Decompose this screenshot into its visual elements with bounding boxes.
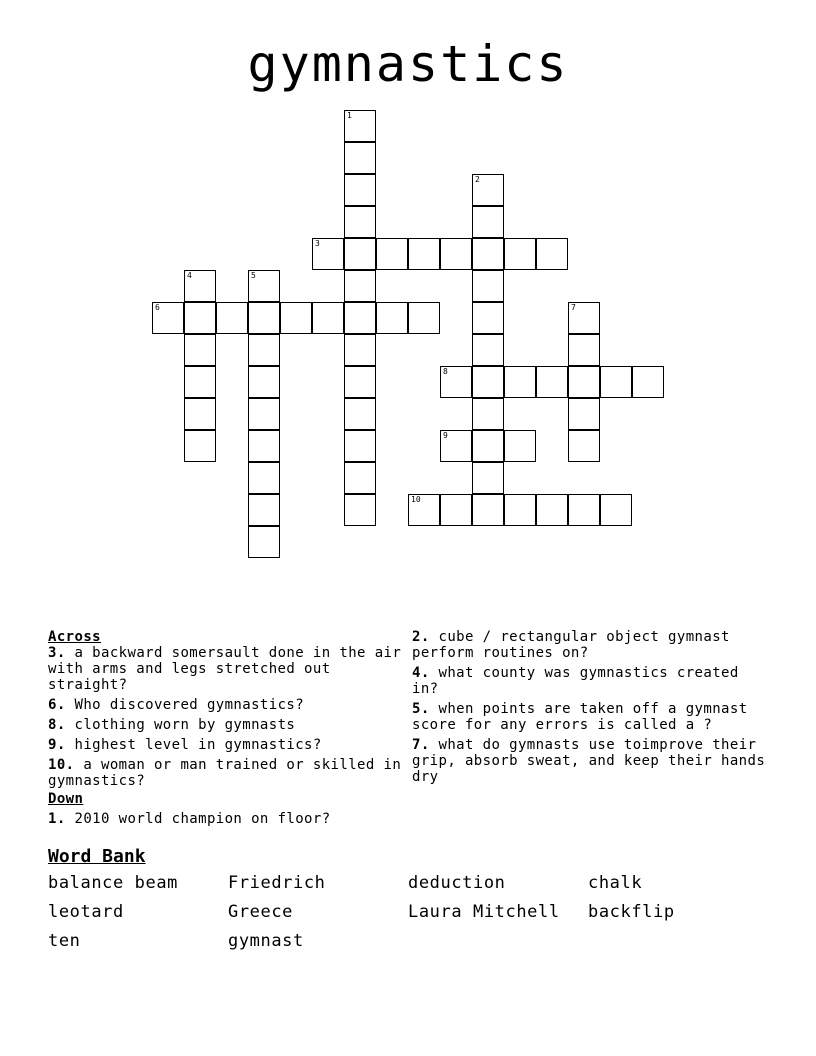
crossword-cell[interactable] (376, 302, 408, 334)
crossword-cell[interactable] (568, 494, 600, 526)
crossword-cell[interactable] (248, 302, 280, 334)
word-bank-item: ten (48, 931, 81, 951)
crossword-cell[interactable] (248, 462, 280, 494)
clue-across-8: 8. clothing worn by gymnasts (48, 717, 296, 733)
clue-number: 8 (443, 367, 448, 376)
clue-across-6: 6. Who discovered gymnastics? (48, 697, 305, 713)
word-bank-item: leotard (48, 902, 124, 922)
clue-number: 1 (347, 111, 352, 120)
word-bank-item: chalk (588, 873, 643, 893)
crossword-cell[interactable] (184, 334, 216, 366)
crossword-cell[interactable] (344, 366, 376, 398)
crossword-cell[interactable] (600, 366, 632, 398)
clue-number: 4 (187, 271, 192, 280)
crossword-cell[interactable] (568, 366, 600, 398)
word-bank-item: Laura Mitchell (408, 902, 560, 922)
crossword-cell[interactable] (312, 302, 344, 334)
crossword-cell[interactable] (408, 302, 440, 334)
crossword-cell[interactable] (344, 494, 376, 526)
word-bank-item: backflip (588, 902, 675, 922)
crossword-cell[interactable] (344, 142, 376, 174)
crossword-cell[interactable] (472, 174, 504, 206)
crossword-cell[interactable] (184, 302, 216, 334)
crossword-cell[interactable] (408, 238, 440, 270)
word-bank-item: Friedrich (228, 873, 326, 893)
crossword-cell[interactable] (344, 206, 376, 238)
crossword-cell[interactable] (248, 334, 280, 366)
crossword-cell[interactable] (504, 430, 536, 462)
crossword-cell[interactable] (248, 398, 280, 430)
crossword-cell[interactable] (536, 366, 568, 398)
crossword-cell[interactable] (376, 238, 408, 270)
clue-down-7: 7. what do gymnasts use toimprove their grip, absorb sweat, and keep their hands dry (412, 737, 766, 785)
crossword-cell[interactable] (248, 270, 280, 302)
word-bank-item: gymnast (228, 931, 304, 951)
clue-down-1: 1. 2010 world champion on floor? (48, 811, 331, 827)
across-heading: Across (48, 629, 101, 645)
crossword-cell[interactable] (536, 238, 568, 270)
crossword-cell[interactable] (632, 366, 664, 398)
crossword-cell[interactable] (568, 334, 600, 366)
crossword-cell[interactable] (408, 494, 440, 526)
crossword-cell[interactable] (568, 398, 600, 430)
crossword-cell[interactable] (248, 526, 280, 558)
clue-down-2: 2. cube / rectangular object gymnast perform routines on? (412, 629, 730, 661)
clue-down-4: 4. what county was gymnastics created in? (412, 665, 739, 697)
crossword-cell[interactable] (440, 366, 472, 398)
crossword-cell[interactable] (344, 398, 376, 430)
crossword-cell[interactable] (344, 174, 376, 206)
word-bank-item: balance beam (48, 873, 179, 893)
crossword-cell[interactable] (344, 430, 376, 462)
crossword-cell[interactable] (472, 398, 504, 430)
clues-column-left (48, 629, 404, 831)
crossword-cell[interactable] (344, 270, 376, 302)
crossword-cell[interactable] (344, 462, 376, 494)
crossword-cell[interactable] (440, 494, 472, 526)
clue-across-9: 9. highest level in gymnastics? (48, 737, 322, 753)
crossword-cell[interactable] (472, 270, 504, 302)
crossword-cell[interactable] (600, 494, 632, 526)
word-bank-heading: Word Bank (48, 846, 146, 867)
crossword-cell[interactable] (312, 238, 344, 270)
crossword-cell[interactable] (472, 366, 504, 398)
crossword-cell[interactable] (440, 430, 472, 462)
crossword-cell[interactable] (248, 430, 280, 462)
crossword-cell[interactable] (472, 238, 504, 270)
crossword-cell[interactable] (344, 110, 376, 142)
crossword-cell[interactable] (184, 366, 216, 398)
crossword-cell[interactable] (344, 238, 376, 270)
crossword-cell[interactable] (248, 366, 280, 398)
clues-column-right (412, 629, 772, 789)
clue-number: 6 (155, 303, 160, 312)
clue-across-10: 10. a woman or man trained or skilled in gymnastics? (48, 757, 402, 789)
clue-across-3: 3. a backward somersault done in the air with arms and legs stretched out straight? (48, 645, 402, 693)
down-heading: Down (48, 791, 84, 807)
crossword-cell[interactable] (472, 494, 504, 526)
clue-number: 9 (443, 431, 448, 440)
clue-number: 3 (315, 239, 320, 248)
clue-number: 2 (475, 175, 480, 184)
crossword-cell[interactable] (472, 334, 504, 366)
crossword-cell[interactable] (184, 430, 216, 462)
crossword-cell[interactable] (152, 302, 184, 334)
crossword-cell[interactable] (472, 206, 504, 238)
crossword-cell[interactable] (280, 302, 312, 334)
crossword-cell[interactable] (568, 430, 600, 462)
crossword-cell[interactable] (440, 238, 472, 270)
crossword-cell[interactable] (472, 302, 504, 334)
word-bank (48, 872, 768, 952)
clue-number: 7 (571, 303, 576, 312)
page-title: gymnastics (247, 35, 569, 93)
crossword-cell[interactable] (248, 494, 280, 526)
crossword-cell[interactable] (184, 398, 216, 430)
word-bank-item: deduction (408, 873, 506, 893)
crossword-cell[interactable] (504, 366, 536, 398)
crossword-cell[interactable] (472, 462, 504, 494)
crossword-cell[interactable] (472, 430, 504, 462)
clue-number: 10 (411, 495, 421, 504)
crossword-cell[interactable] (504, 238, 536, 270)
crossword-cell[interactable] (184, 270, 216, 302)
crossword-cell[interactable] (344, 302, 376, 334)
clue-down-5: 5. when points are taken off a gymnast score for any errors is called a ? (412, 701, 748, 733)
clue-number: 5 (251, 271, 256, 280)
crossword-cell[interactable] (216, 302, 248, 334)
crossword-cell[interactable] (536, 494, 568, 526)
crossword-cell[interactable] (568, 302, 600, 334)
word-bank-item: Greece (228, 902, 294, 922)
crossword-cell[interactable] (344, 334, 376, 366)
crossword-cell[interactable] (504, 494, 536, 526)
